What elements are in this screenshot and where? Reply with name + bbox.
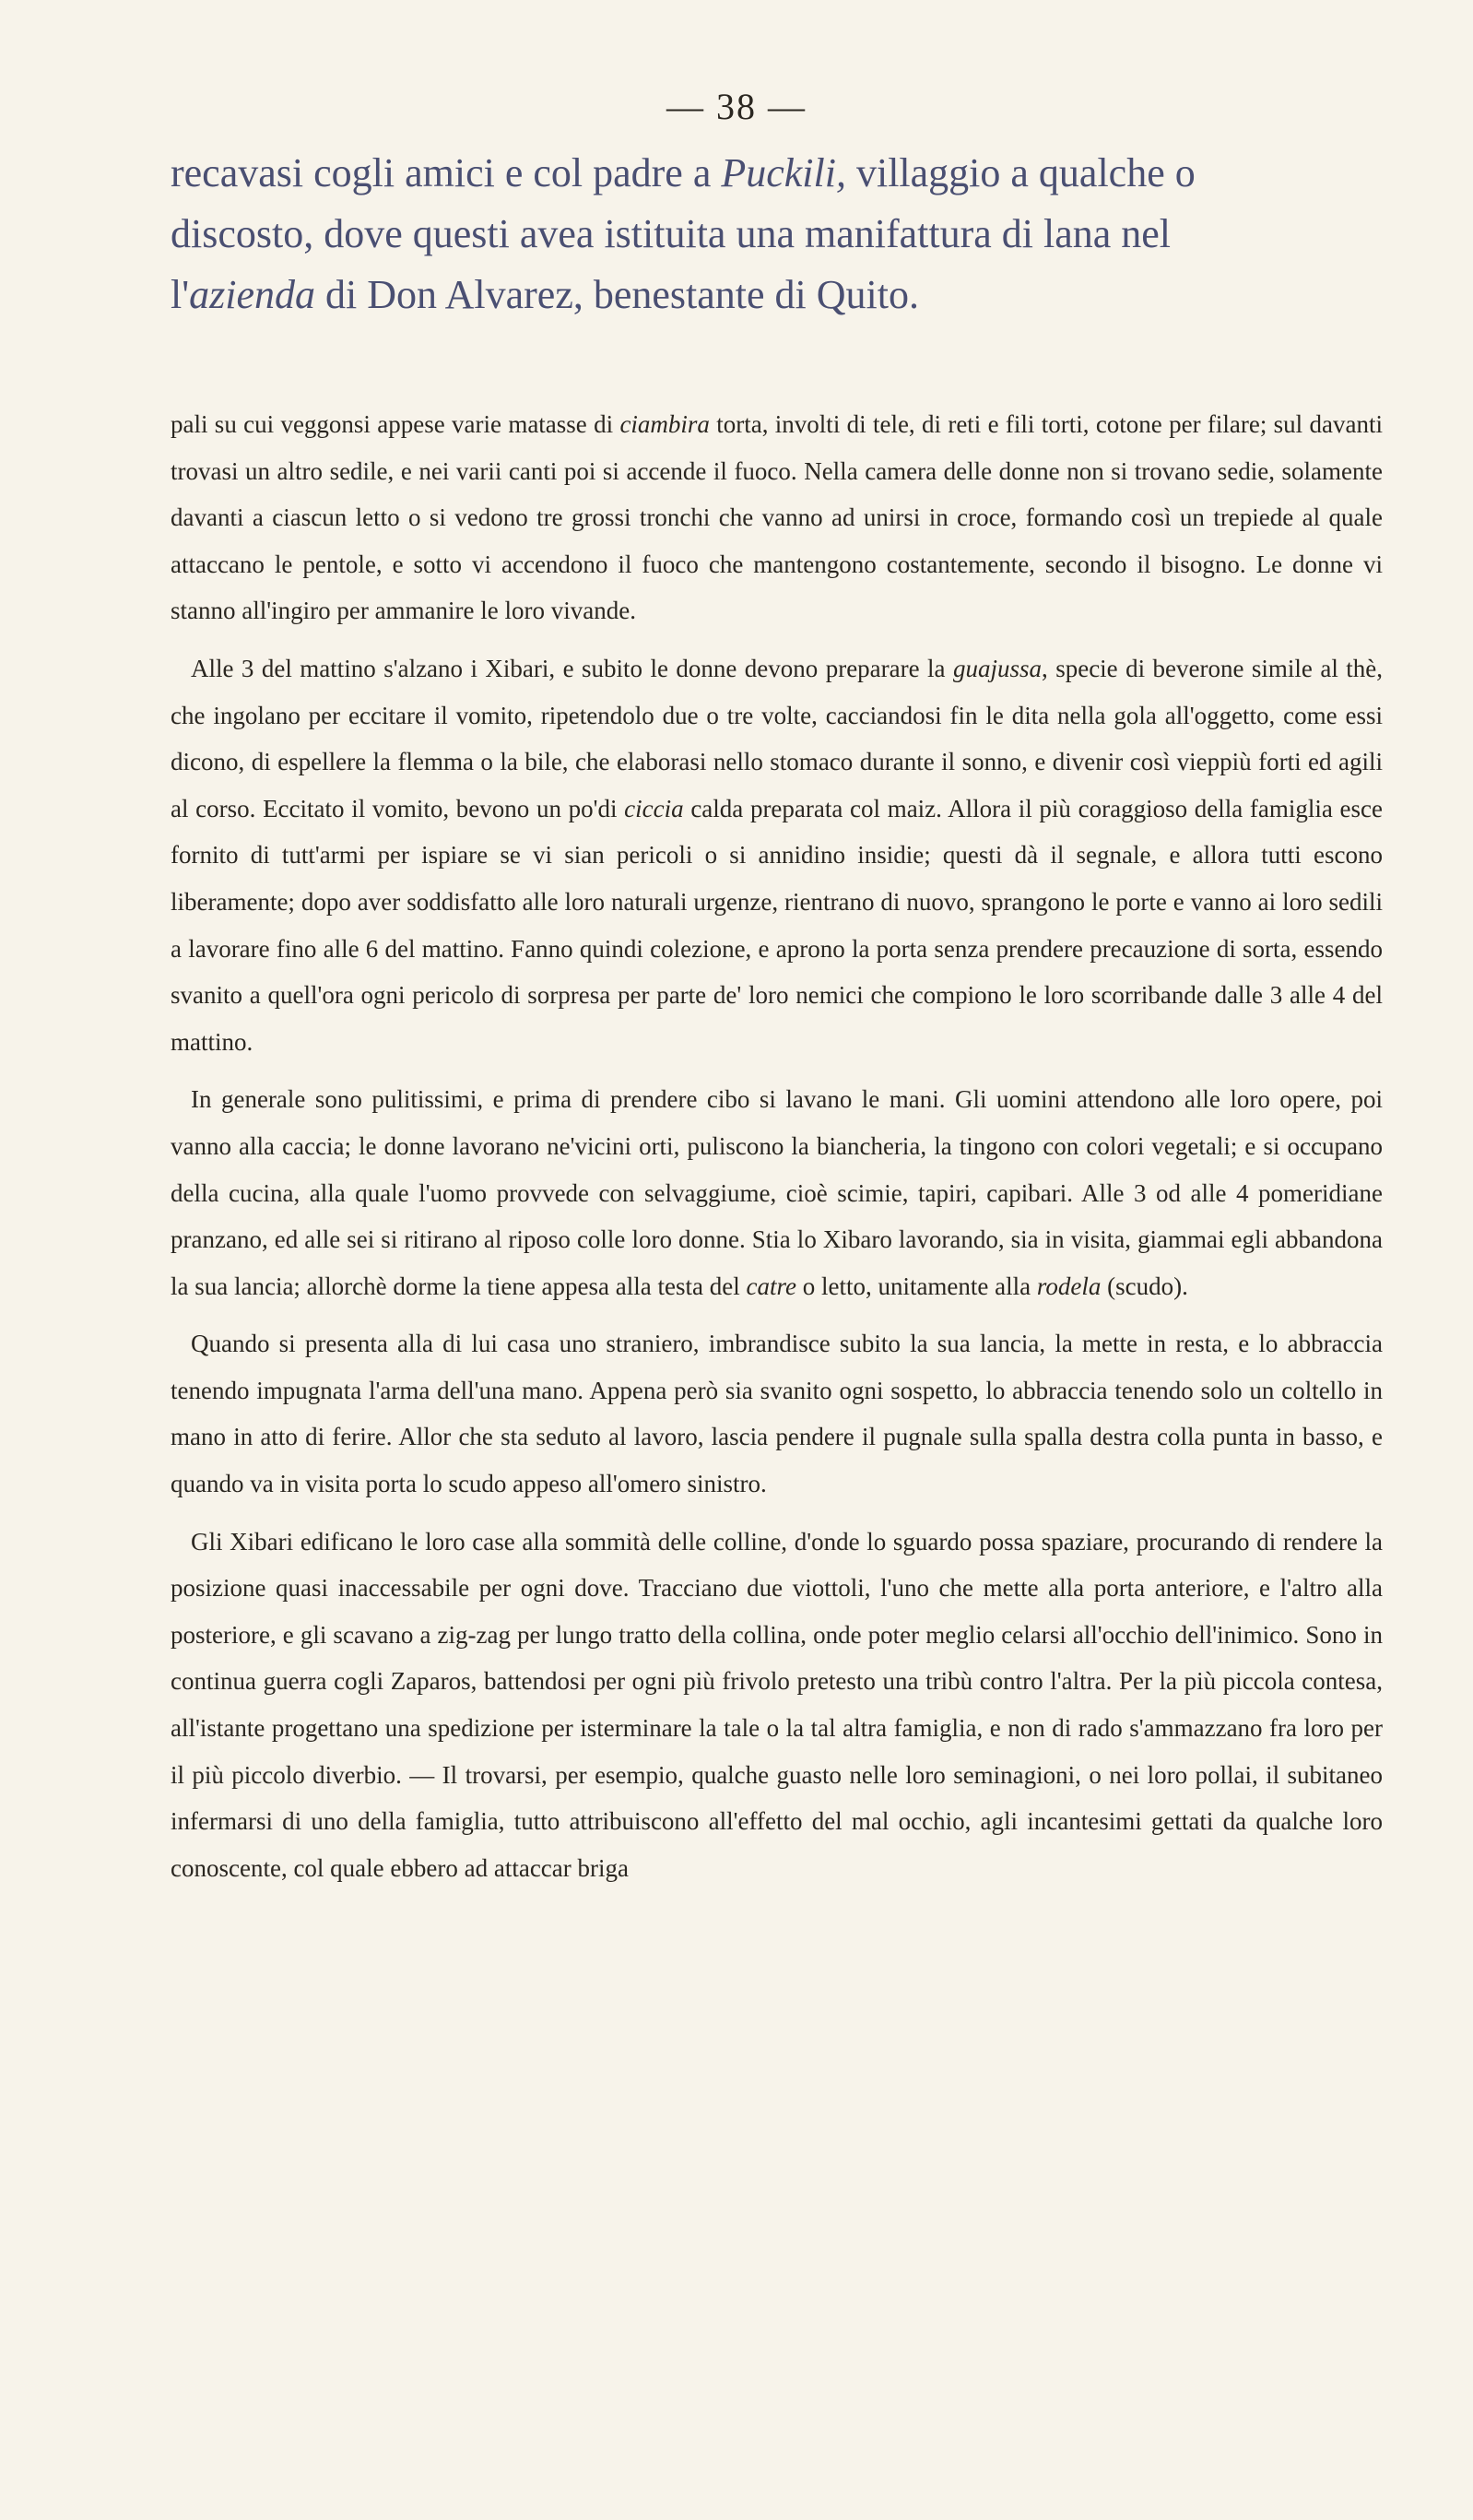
header-block (171, 143, 1396, 325)
paragraph-5: Gli Xibari edificano le loro case alla sommità delle colline, d'onde lo sguardo possa spaziare, procurando di rendere la posizione quasi inaccessabile per ogni dove. Tracciano due viottoli, l'uno che mette alla porta anteriore, e l'altro alla posteriore, e gli scavano a zig-zag per lungo tratto della collina, onde poter meglio celarsi all'occhio dell'inimico. Sono in continua guerra cogli Zaparos, battendosi per ogni più frivolo pretesto una tribù contro l'altra. Per la più piccola contesa, all'istante progettano una spedizione per isterminare la tale o la tal altra famiglia, e non di rado s'ammazzano fra loro per il più piccolo diverbio. — Il trovarsi, per esempio, qualche guasto nelle loro seminagioni, o nei loro pollai, il subitaneo infermarsi di uno della famiglia, tutto attribuiscono all'effetto del mal occhio, agli incantesimi gettati da qualche loro conoscente, col quale ebbero ad attaccar briga (171, 1527, 1383, 1882)
header-line-3 (171, 265, 1396, 325)
header-line-3-text: di Don Alvarez, benestante di Quito. (315, 272, 919, 317)
paragraph-1-italic-1: ciambira (619, 410, 710, 438)
paragraph-3-text-a: In generale sono pulitissimi, e prima di prendere cibo si lavano le mani. Gli uomini attendono alle loro opere, poi vanno alla caccia; le donne lavorano ne'vicini orti, puliscono la biancheria, la tingono con colori vegetali; e si occupano della cucina, alla quale l'uomo provvede con selvaggiume, cioè scimie, tapiri, capibari. Alle 3 od alle 4 pomeridiane pranzano, ed alle sei si ritirano al riposo colle loro donne. Stia lo Xibaro lavorando, sia in visita, giammai egli abbandona la sua lancia; allorchè dorme la tiene appesa alla testa del (171, 1085, 1383, 1300)
header-line-1-text: recavasi cogli amici e col padre a (171, 150, 722, 195)
header-line-3-lead: l' (171, 272, 190, 317)
header-italic-term: azienda (189, 272, 316, 317)
paragraph-2-text-b: , specie di beverone simile al thè, che ingolano per eccitare il vomito, ripetendolo due o tre volte, cacciandosi fin le dita nella gola all'oggetto, come essi dicono, di espellere la flemma o la bile, che elaborasi nello stomaco durante il sonno, e divenir così vieppiù forti ed agili al corso. Eccitato il vomito, bevono un po'di (171, 654, 1384, 822)
header-place-name: Puckili, (721, 150, 846, 195)
paragraph-2-italic-1: guajussa (952, 654, 1043, 682)
paragraph-1 (171, 401, 1383, 634)
paragraph-2-italic-2: ciccia (624, 794, 684, 822)
paragraph-3-italic-2: rodela (1036, 1272, 1102, 1300)
paragraph-2 (171, 645, 1383, 1065)
paragraph-3-text-c: (scudo). (1101, 1272, 1188, 1300)
header-line-1-tail: villaggio a qualche o (845, 150, 1196, 195)
paragraph-3-text-b: o letto, unitamente alla (795, 1272, 1037, 1300)
paragraph-3 (171, 1076, 1383, 1309)
paragraph-3-italic-1: catre (746, 1272, 796, 1300)
paragraph-1-text-b: torta, involti di tele, di reti e fili torti, cotone per filare; sul davanti trovasi un altro sedile, e nei varii canti poi si accende il fuoco. Nella camera delle donne non si trovano sedie, solamente davanti a ciascun letto o si vedono tre grossi tronchi che vanno ad unirsi in croce, formando così un trepiede al quale attaccano le pentole, e sotto vi accendono il fuoco che mantengono costantemente, secondo il bisogno. Le donne vi stanno all'ingiro per ammanire le loro vivande. (171, 410, 1383, 625)
body-text (171, 401, 1383, 1891)
paragraph-2-text-c: calda preparata col maiz. Allora il più coraggioso della famiglia esce fornito di tutt'armi per ispiare se vi sian pericoli o si annidino insidie; questi dà il segnale, e allora tutti escono liberamente; dopo aver soddisfatto alle loro naturali urgenze, rientrano di nuovo, sprangono le porte e vanno ai loro sedili a lavorare fino alle 6 del mattino. Fanno quindi colezione, e aprono la porta senza prendere precauzione di sorta, essendo svanito a quell'ora ogni pericolo di sorpresa per parte de' loro nemici che compiono le loro scorribande dalle 3 alle 4 del mattino. (171, 794, 1383, 1056)
header-line-1 (171, 143, 1396, 204)
page-number: — 38 — (666, 86, 807, 127)
paragraph-1-text-a: pali su cui veggonsi appese varie matasse di (171, 410, 620, 438)
paragraph-2-text-a: Alle 3 del mattino s'alzano i Xibari, e subito le donne devono preparare la (191, 654, 953, 682)
paragraph-4: Quando si presenta alla di lui casa uno straniero, imbrandisce subito la sua lancia, la mette in resta, e lo abbraccia tenendo impugnata l'arma dell'una mano. Appena però sia svanito ogni sospetto, lo abbraccia tenendo solo un coltello in mano in atto di ferire. Allor che sta seduto al lavoro, lascia pendere il pugnale sulla spalla destra colla punta in basso, e quando va in visita porta lo scudo appeso all'omero sinistro. (171, 1330, 1383, 1498)
header-line-2: discosto, dove questi avea istituita una manifattura di lana nel (171, 211, 1172, 256)
